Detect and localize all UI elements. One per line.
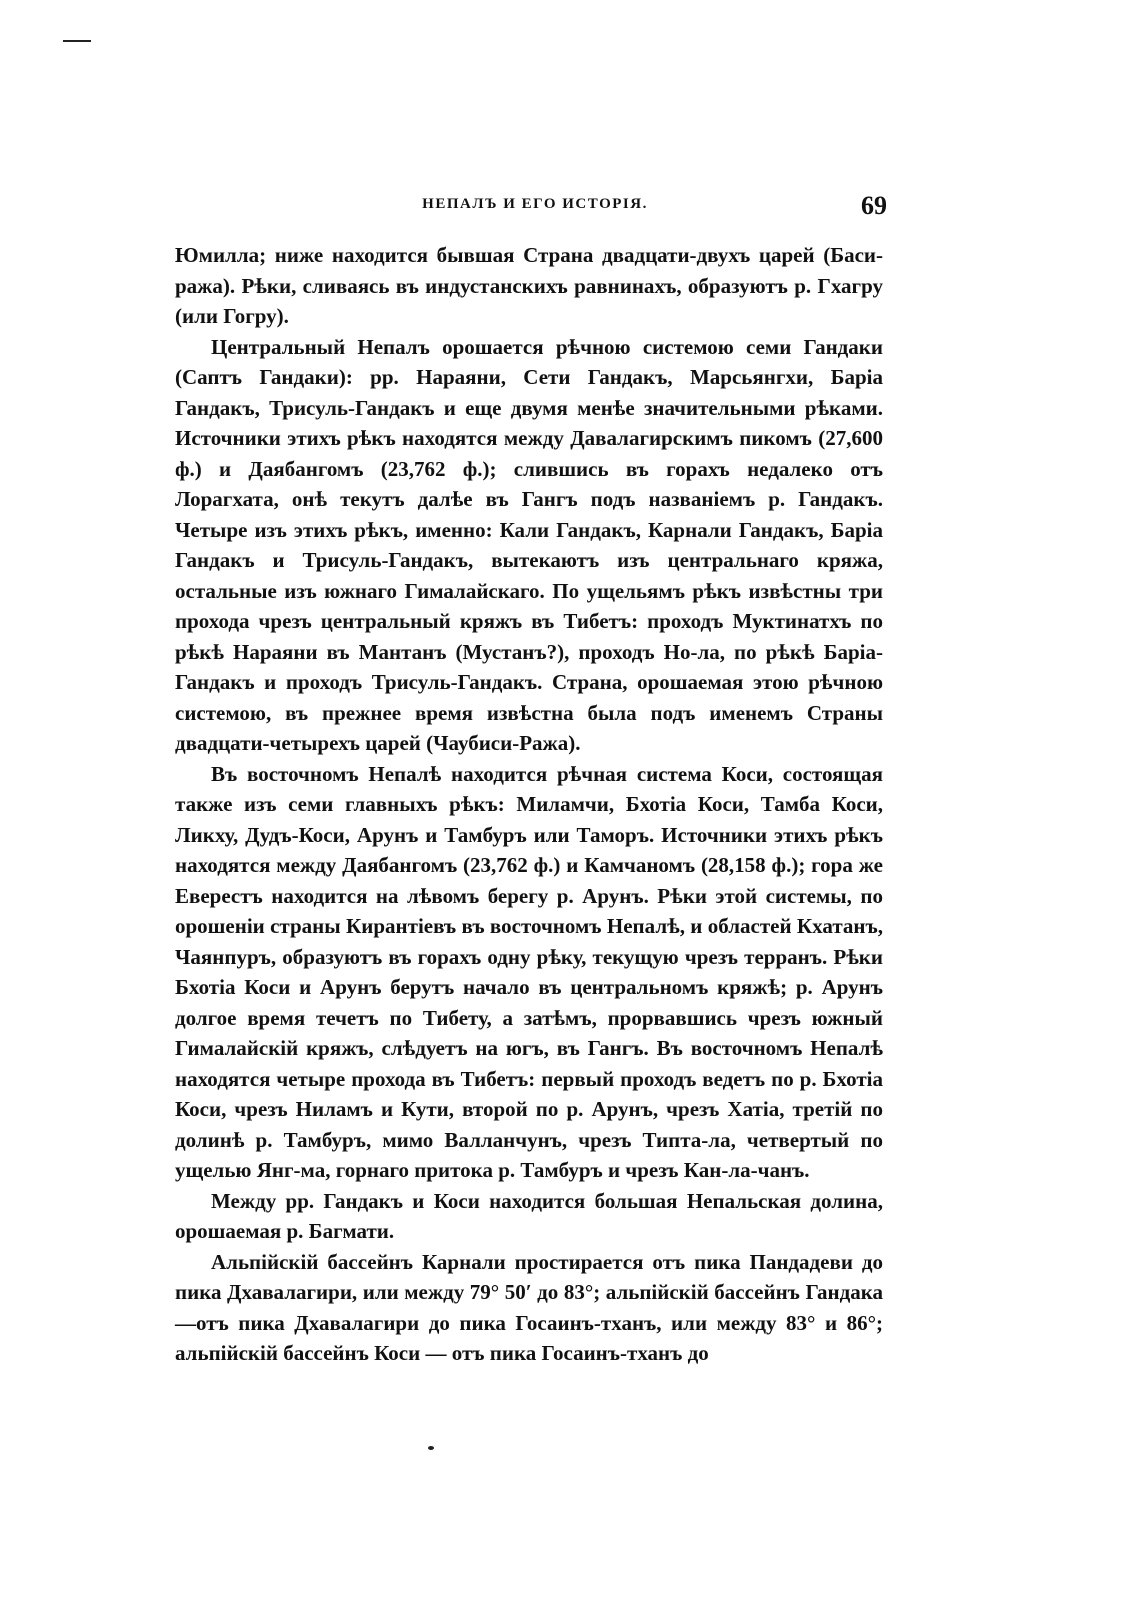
ink-speck — [428, 1446, 434, 1450]
text-body — [175, 240, 883, 1369]
paragraph-alpine-basins: Альпійскій бассейнъ Карнали простирается отъ пика Пандадеви до пика Дхавалагири, или между 79° 50′ до 83°; альпійскій бассейнъ Гандака—отъ пика Дхавалагири до пика Госаинъ-тханъ, или между 83° и 86°; альпійскій бассейнъ Коси — отъ пика Госаинъ-тханъ до — [175, 1249, 883, 1365]
paragraph-central-nepal: Центральный Непалъ орошается рѣчною системою семи Гандаки (Саптъ Гандаки): рр. Нараяни, Сети Гандакъ, Марсьянгхи, Баріа Гандакъ, Трисуль-Гандакъ и еще двумя менѣе значительными рѣками. Источники этихъ рѣкъ находятся между Давалагирскимъ пикомъ (27,600 ф.) и Даябангомъ (23,762 ф.); слившись въ горахъ недалеко отъ Лорагхата, онѣ текутъ далѣе въ Гангъ подъ названіемъ р. Гандакъ. Четыре изъ этихъ рѣкъ, именно: Кали Гандакъ, Карнали Гандакъ, Баріа Гандакъ и Трисуль-Гандакъ, вытекаютъ изъ центральнаго кряжа, остальные изъ южнаго Гималайскаго. По ущельямъ рѣкъ извѣстны три прохода чрезъ центральный кряжъ въ Тибетъ: проходъ Муктинатхъ по рѣкѣ Нараяни въ Мантанъ (Мустанъ?), проходъ Но-ла, по рѣкѣ Баріа-Гандакъ и проходъ Трисуль-Гандакъ. Страна, орошаемая этою рѣчною системою, въ прежнее время извѣстна была подъ именемъ Страны двадцати-четырехъ царей (Чаубиси-Ража). — [175, 334, 883, 755]
paragraph-continuation: Юмилла; ниже находится бывшая Страна двадцати-двухъ царей (Баси-ража). Рѣки, сливаясь въ индустанскихъ равнинахъ, образуютъ р. Гхагру (или Гогру). — [175, 243, 883, 328]
running-header — [175, 191, 895, 226]
margin-mark — [63, 40, 91, 42]
paragraph-nepal-valley: Между рр. Гандакъ и Коси находится большая Непальская долина, орошаемая р. Багмати. — [175, 1188, 883, 1243]
running-title: НЕПАЛЪ И ЕГО ИСТОРІЯ. — [422, 196, 648, 212]
paragraph-eastern-nepal: Въ восточномъ Непалѣ находится рѣчная система Коси, состоящая также изъ семи главныхъ рѣкъ: Миламчи, Бхотіа Коси, Тамба Коси, Ликху, Дудъ-Коси, Арунъ и Тамбуръ или Таморъ. Источники этихъ рѣкъ находятся между Даябангомъ (23,762 ф.) и Камчаномъ (28,158 ф.); гора же Еверестъ находится на лѣвомъ берегу р. Арунъ. Рѣки этой системы, по орошеніи страны Кирантіевъ въ восточномъ Непалѣ, и областей Кхатанъ, Чаянпуръ, образуютъ въ горахъ одну рѣку, текущую чрезъ терранъ. Рѣки Бхотіа Коси и Арунъ берутъ начало въ центральномъ кряжѣ; р. Арунъ долгое время течетъ по Тибету, а затѣмъ, прорвавшись чрезъ южный Гималайскій кряжъ, слѣдуетъ на югъ, въ Гангъ. Въ восточномъ Непалѣ находятся четыре прохода въ Тибетъ: первый проходъ ведетъ по р. Бхотіа Коси, чрезъ Ниламъ и Кути, второй по р. Арунъ, чрезъ Хатіа, третій по долинѣ р. Тамбуръ, мимо Валланчунъ, чрезъ Типта-ла, четвертый по ущелью Янг-ма, горнаго притока р. Тамбуръ и чрезъ Кан-ла-чанъ. — [175, 761, 883, 1182]
page-number: 69 — [861, 191, 887, 220]
